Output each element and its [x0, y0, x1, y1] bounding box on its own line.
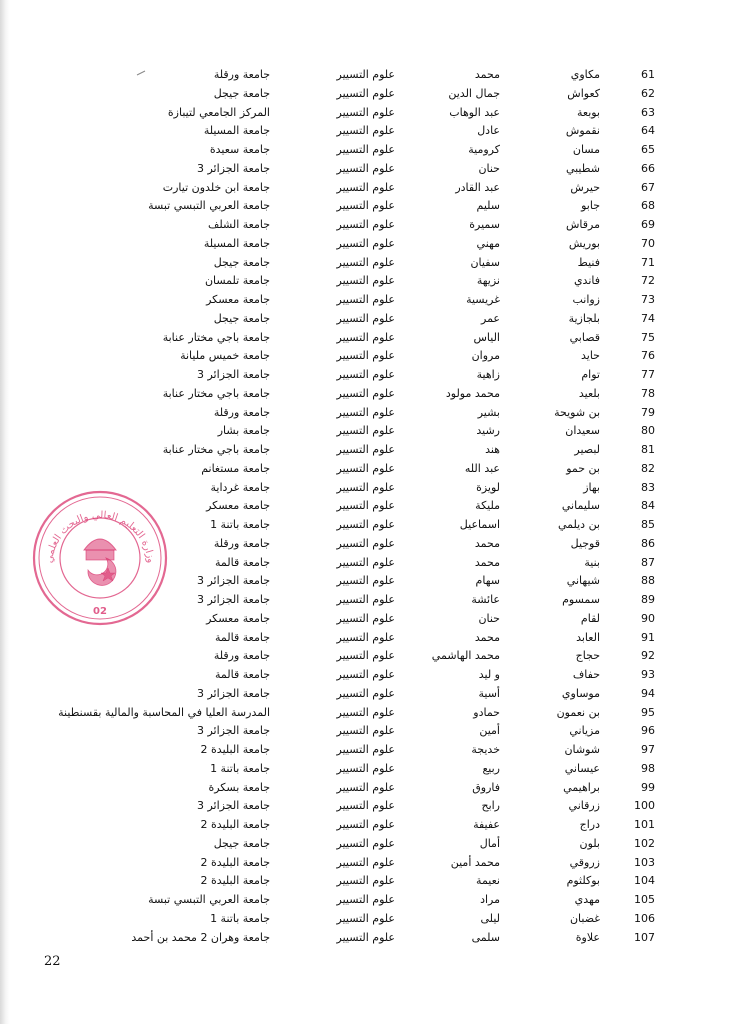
table-row — [70, 629, 660, 648]
first-name-cell: كرومية — [468, 143, 500, 156]
first-name-cell: حنان — [478, 611, 500, 625]
university-cell: جامعة الجزائر 3 — [196, 686, 270, 700]
surname-cell: لبصير — [574, 443, 600, 456]
row-number: 78 — [641, 386, 655, 400]
university-cell: جامعة بشار — [217, 424, 270, 438]
row-number: 85 — [641, 518, 655, 531]
field-cell: علوم التسيير — [336, 255, 395, 269]
field-cell: علوم التسيير — [336, 293, 395, 306]
surname-cell: مهدي — [574, 893, 600, 906]
row-number: 92 — [641, 649, 655, 663]
first-name-cell: زاهية — [476, 368, 500, 381]
first-name-cell: حمادو — [473, 705, 500, 719]
table-row — [70, 179, 660, 198]
field-cell: علوم التسيير — [336, 68, 395, 81]
field-cell: علوم التسيير — [336, 799, 395, 813]
university-cell: جامعة الشلف — [208, 218, 270, 231]
table-row — [70, 235, 660, 254]
field-cell: علوم التسيير — [336, 330, 395, 344]
university-cell: جامعة البليدة 2 — [200, 874, 270, 888]
field-cell: علوم التسيير — [336, 818, 395, 831]
first-name-cell: عبد الله — [464, 461, 500, 475]
university-cell: جامعة معسكر — [206, 293, 270, 306]
field-cell: علوم التسيير — [336, 536, 395, 550]
row-number: 75 — [641, 330, 655, 344]
first-name-cell: مليكة — [475, 499, 500, 513]
first-name-cell: بشير — [477, 405, 500, 419]
surname-cell: بن حمو — [566, 461, 600, 475]
surname-cell: موساوي — [561, 686, 600, 700]
first-name-cell: رشيد — [476, 424, 500, 438]
university-cell: جامعة ورقلة — [213, 405, 270, 419]
page-number: 22 — [44, 954, 61, 969]
first-name-cell: سميرة — [469, 218, 500, 231]
table-row — [70, 329, 660, 348]
table-row — [70, 666, 660, 685]
row-number: 93 — [641, 668, 655, 681]
first-name-cell: ربيع — [482, 761, 500, 775]
surname-cell: بوبعة — [576, 105, 600, 119]
university-cell: جامعة جيجل — [213, 836, 270, 850]
table-row — [70, 441, 660, 460]
row-number: 76 — [641, 349, 655, 363]
field-cell: علوم التسيير — [336, 911, 395, 925]
surname-cell: شطيبي — [565, 161, 600, 175]
surname-cell: بن نعمون — [556, 705, 600, 719]
table-row — [70, 66, 660, 85]
field-cell: علوم التسيير — [336, 855, 395, 869]
table-row — [58, 704, 660, 723]
university-cell: جامعة الجزائر 3 — [196, 593, 270, 606]
ministry-stamp — [30, 488, 170, 628]
university-cell: جامعة قالمة — [215, 668, 270, 681]
university-cell: جامعة البليدة 2 — [200, 818, 270, 831]
table-row — [70, 404, 660, 423]
row-number: 104 — [634, 874, 655, 888]
first-name-cell: فاروق — [472, 780, 500, 794]
university-cell: جامعة الجزائر 3 — [196, 724, 270, 738]
university-cell: جامعة تلمسان — [204, 274, 270, 288]
surname-cell: دراج — [579, 818, 600, 831]
field-cell: علوم التسيير — [336, 443, 395, 456]
first-name-cell: اسماعيل — [459, 518, 500, 531]
row-number: 88 — [641, 574, 655, 588]
row-number: 63 — [641, 105, 655, 119]
first-name-cell: عائشة — [471, 593, 500, 606]
field-cell: علوم التسيير — [336, 480, 395, 494]
university-cell: جامعة البليدة 2 — [200, 743, 270, 756]
field-cell: علوم التسيير — [336, 874, 395, 888]
surname-cell: زروقي — [569, 855, 600, 869]
university-cell: جامعة الجزائر 3 — [196, 368, 270, 381]
field-cell: علوم التسيير — [336, 105, 395, 119]
surname-cell: غضبان — [569, 911, 600, 925]
row-number: 84 — [641, 499, 655, 513]
field-cell: علوم التسيير — [336, 218, 395, 231]
university-cell: جامعة ورقلة — [213, 536, 270, 550]
first-name-cell: سليم — [476, 199, 500, 213]
university-cell: المدرسة العليا في المحاسبة والمالية بقسنطينة — [58, 705, 270, 719]
surname-cell: زرقاني — [568, 799, 600, 813]
field-cell: علوم التسيير — [336, 686, 395, 700]
field-cell: علوم التسيير — [336, 424, 395, 438]
university-cell: جامعة خميس مليانة — [180, 349, 270, 363]
surname-cell: حجاج — [575, 649, 600, 663]
surname-cell: مرقاش — [566, 218, 600, 231]
first-name-cell: خديجة — [471, 743, 500, 756]
field-cell: علوم التسيير — [336, 555, 395, 569]
row-number: 70 — [641, 236, 655, 250]
first-name-cell: حنان — [478, 161, 500, 175]
table-row — [70, 722, 660, 741]
university-cell: جامعة بسكرة — [208, 780, 270, 794]
row-number: 80 — [641, 424, 655, 438]
first-name-cell: سفيان — [470, 255, 500, 269]
first-name-cell: أمال — [479, 836, 500, 850]
row-number: 106 — [634, 911, 655, 925]
row-number: 99 — [641, 780, 655, 794]
table-row — [70, 347, 660, 366]
university-cell: جامعة المسيلة — [203, 236, 270, 250]
university-cell: جامعة الجزائر 3 — [196, 574, 270, 588]
row-number: 97 — [641, 743, 655, 756]
university-cell: جامعة باجي مختار عنابة — [162, 443, 270, 456]
row-number: 107 — [634, 930, 655, 944]
row-number: 101 — [634, 818, 655, 831]
first-name-cell: سهام — [475, 574, 500, 588]
first-name-cell: أمين — [479, 724, 500, 738]
table-row — [70, 366, 660, 385]
table-row — [70, 85, 660, 104]
university-cell: جامعة باجي مختار عنابة — [162, 386, 270, 400]
university-cell: جامعة جيجل — [213, 255, 270, 269]
surname-cell: بلون — [579, 836, 600, 850]
university-cell: جامعة الجزائر 3 — [196, 799, 270, 813]
surname-cell: بوريش — [568, 236, 600, 250]
university-cell: جامعة باتنة 1 — [210, 911, 270, 925]
first-name-cell: محمد — [474, 536, 500, 550]
table-row — [70, 685, 660, 704]
field-cell: علوم التسيير — [336, 368, 395, 381]
stamp-number: 02 — [93, 606, 107, 617]
surname-cell: قوجيل — [570, 536, 600, 550]
surname-cell: علاوة — [575, 930, 600, 944]
field-cell: علوم التسيير — [336, 630, 395, 644]
table-row — [70, 216, 660, 235]
first-name-cell: نزيهة — [476, 274, 500, 288]
university-cell: جامعة قالمة — [215, 630, 270, 644]
surname-cell: شوشان — [564, 743, 600, 756]
university-cell: جامعة العربي التبسي تبسة — [148, 199, 270, 213]
surname-cell: شيهاني — [566, 574, 600, 588]
first-name-cell: مروان — [471, 349, 500, 363]
first-name-cell: رابح — [481, 799, 500, 813]
table-row — [70, 272, 660, 291]
field-cell: علوم التسيير — [336, 236, 395, 250]
row-number: 77 — [641, 368, 655, 381]
university-cell: جامعة البليدة 2 — [200, 855, 270, 869]
field-cell: علوم التسيير — [336, 705, 395, 719]
first-name-cell: مراد — [480, 893, 500, 906]
surname-cell: مسان — [572, 143, 600, 156]
row-number: 71 — [641, 255, 655, 269]
university-cell: جامعة غرداية — [210, 480, 270, 494]
university-cell: جامعة باتنة 1 — [210, 761, 270, 775]
row-number: 95 — [641, 705, 655, 719]
surname-cell: جابو — [581, 199, 600, 213]
table-row — [70, 385, 660, 404]
field-cell: علوم التسيير — [336, 611, 395, 625]
field-cell: علوم التسيير — [336, 143, 395, 156]
row-number: 94 — [641, 686, 655, 700]
table-row — [70, 310, 660, 329]
university-cell: جامعة معسكر — [206, 611, 270, 625]
table-row — [70, 854, 660, 873]
surname-cell: نقموش — [565, 124, 600, 138]
university-cell: جامعة باتنة 1 — [210, 518, 270, 531]
field-cell: علوم التسيير — [336, 893, 395, 906]
row-number: 67 — [641, 180, 655, 194]
first-name-cell: عبد الوهاب — [449, 105, 500, 119]
first-name-cell: محمد — [474, 630, 500, 644]
row-number: 74 — [641, 311, 655, 325]
first-name-cell: غريسية — [466, 293, 500, 306]
field-cell: علوم التسيير — [336, 593, 395, 606]
first-name-cell: الياس — [473, 330, 500, 344]
surname-cell: مزياني — [569, 724, 600, 738]
first-name-cell: سلمى — [471, 930, 500, 944]
row-number: 61 — [641, 68, 655, 81]
first-name-cell: جمال الدين — [448, 86, 500, 100]
surname-cell: حيرش — [570, 180, 600, 194]
table-row — [70, 197, 660, 216]
table-row — [70, 122, 660, 141]
row-number: 100 — [634, 799, 655, 813]
field-cell: علوم التسيير — [336, 461, 395, 475]
row-number: 103 — [634, 855, 655, 869]
field-cell: علوم التسيير — [336, 930, 395, 944]
row-number: 79 — [641, 405, 655, 419]
university-cell: جامعة باجي مختار عنابة — [162, 330, 270, 344]
table-row — [70, 647, 660, 666]
table-row — [70, 254, 660, 273]
table-row — [70, 760, 660, 779]
university-cell: المركز الجامعي لتيبازة — [167, 105, 270, 119]
table-row — [70, 910, 660, 929]
first-name-cell: عبد القادر — [455, 180, 500, 194]
table-row — [70, 104, 660, 123]
surname-cell: سليماني — [561, 499, 600, 513]
first-name-cell: محمد — [474, 68, 500, 81]
surname-cell: مكاوي — [570, 68, 600, 81]
surname-cell: براهيمي — [563, 780, 600, 794]
surname-cell: قصابي — [569, 330, 600, 344]
row-number: 102 — [634, 836, 655, 850]
row-number: 87 — [641, 555, 655, 569]
row-number: 72 — [641, 274, 655, 288]
row-number: 81 — [641, 443, 655, 456]
field-cell: علوم التسيير — [336, 311, 395, 325]
field-cell: علوم التسيير — [336, 199, 395, 213]
row-number: 91 — [641, 630, 655, 644]
table-row — [70, 835, 660, 854]
surname-cell: العابد — [576, 630, 600, 644]
field-cell: علوم التسيير — [336, 668, 395, 681]
page-edge — [0, 0, 10, 1024]
surname-cell: بوكلثوم — [566, 874, 600, 888]
table-row — [70, 422, 660, 441]
row-number: 64 — [641, 124, 655, 138]
university-cell: جامعة معسكر — [206, 499, 270, 513]
table-row — [70, 816, 660, 835]
surname-cell: سعيدان — [565, 424, 600, 438]
table-row — [70, 141, 660, 160]
surname-cell: بلجازية — [568, 311, 600, 325]
field-cell: علوم التسيير — [336, 743, 395, 756]
first-name-cell: محمد أمين — [450, 855, 500, 869]
row-number: 66 — [641, 161, 655, 175]
row-number: 82 — [641, 461, 655, 475]
field-cell: علوم التسيير — [336, 386, 395, 400]
table-row — [70, 797, 660, 816]
table-row — [70, 872, 660, 891]
row-number: 68 — [641, 199, 655, 213]
university-cell: جامعة وهران 2 محمد بن أحمد — [131, 930, 270, 944]
row-number: 73 — [641, 293, 655, 306]
stamp-text: وزارة التعليم العالي والبحث العلمي — [43, 509, 156, 564]
field-cell: علوم التسيير — [336, 349, 395, 363]
surname-cell: توام — [581, 368, 600, 381]
first-name-cell: مهني — [476, 236, 500, 250]
field-cell: علوم التسيير — [336, 574, 395, 588]
surname-cell: فاندي — [573, 274, 600, 288]
field-cell: علوم التسيير — [336, 405, 395, 419]
field-cell: علوم التسيير — [336, 274, 395, 288]
table-row — [70, 891, 660, 910]
first-name-cell: محمد الهاشمي — [431, 649, 500, 663]
surname-cell: حفاف — [572, 668, 600, 681]
university-cell: جامعة سعيدة — [209, 143, 270, 156]
row-number: 62 — [641, 86, 655, 100]
first-name-cell: عفيفة — [473, 818, 500, 831]
university-cell: جامعة جيجل — [213, 86, 270, 100]
surname-cell: حايد — [581, 349, 600, 363]
surname-cell: بهاز — [583, 480, 600, 494]
field-cell: علوم التسيير — [336, 761, 395, 775]
first-name-cell: ليلى — [480, 911, 500, 925]
first-name-cell: أسية — [478, 686, 500, 700]
university-cell: جامعة ابن خلدون تيارت — [162, 180, 270, 194]
surname-cell: فنيط — [577, 255, 600, 269]
row-number: 105 — [634, 893, 655, 906]
field-cell: علوم التسيير — [336, 724, 395, 738]
field-cell: علوم التسيير — [336, 780, 395, 794]
table-row — [70, 460, 660, 479]
university-cell: جامعة ورقلة — [213, 68, 270, 81]
field-cell: علوم التسيير — [336, 161, 395, 175]
university-cell: جامعة الجزائر 3 — [196, 161, 270, 175]
surname-cell: بن شويحة — [554, 405, 600, 419]
field-cell: علوم التسيير — [336, 836, 395, 850]
surname-cell: لقام — [580, 611, 600, 625]
row-number: 65 — [641, 143, 655, 156]
first-name-cell: عمر — [481, 311, 500, 325]
row-number: 69 — [641, 218, 655, 231]
row-number: 90 — [641, 611, 655, 625]
first-name-cell: هند — [485, 443, 500, 456]
table-row — [70, 741, 660, 760]
first-name-cell: محمد مولود — [445, 386, 500, 400]
row-number: 86 — [641, 536, 655, 550]
university-cell: جامعة ورقلة — [213, 649, 270, 663]
first-name-cell: لويزة — [476, 480, 500, 494]
first-name-cell: نعيمة — [476, 874, 500, 888]
surname-cell: كعواش — [567, 86, 600, 100]
surname-cell: بلعيد — [578, 386, 600, 400]
field-cell: علوم التسيير — [336, 180, 395, 194]
first-name-cell: محمد — [474, 555, 500, 569]
university-cell: جامعة المسيلة — [203, 124, 270, 138]
surname-cell: عيساني — [564, 761, 600, 775]
first-name-cell: و ليد — [478, 668, 500, 681]
field-cell: علوم التسيير — [336, 86, 395, 100]
surname-cell: سمسوم — [562, 593, 600, 606]
row-number: 98 — [641, 761, 655, 775]
row-number: 96 — [641, 724, 655, 738]
table-row — [70, 160, 660, 179]
university-cell: جامعة مستغانم — [201, 461, 270, 475]
row-number: 83 — [641, 480, 655, 494]
row-number: 89 — [641, 593, 655, 606]
surname-cell: بن ديلمي — [557, 518, 600, 531]
university-cell: جامعة العربي التبسي تبسة — [148, 893, 270, 906]
table-row — [70, 929, 660, 948]
university-cell: جامعة قالمة — [215, 555, 270, 569]
field-cell: علوم التسيير — [336, 499, 395, 513]
first-name-cell: عادل — [477, 124, 500, 138]
table-row — [70, 779, 660, 798]
table-row — [70, 291, 660, 310]
field-cell: علوم التسيير — [336, 518, 395, 531]
surname-cell: بنية — [584, 555, 600, 569]
field-cell: علوم التسيير — [336, 649, 395, 663]
field-cell: علوم التسيير — [336, 124, 395, 138]
university-cell: جامعة جيجل — [213, 311, 270, 325]
surname-cell: زوانب — [572, 293, 600, 306]
